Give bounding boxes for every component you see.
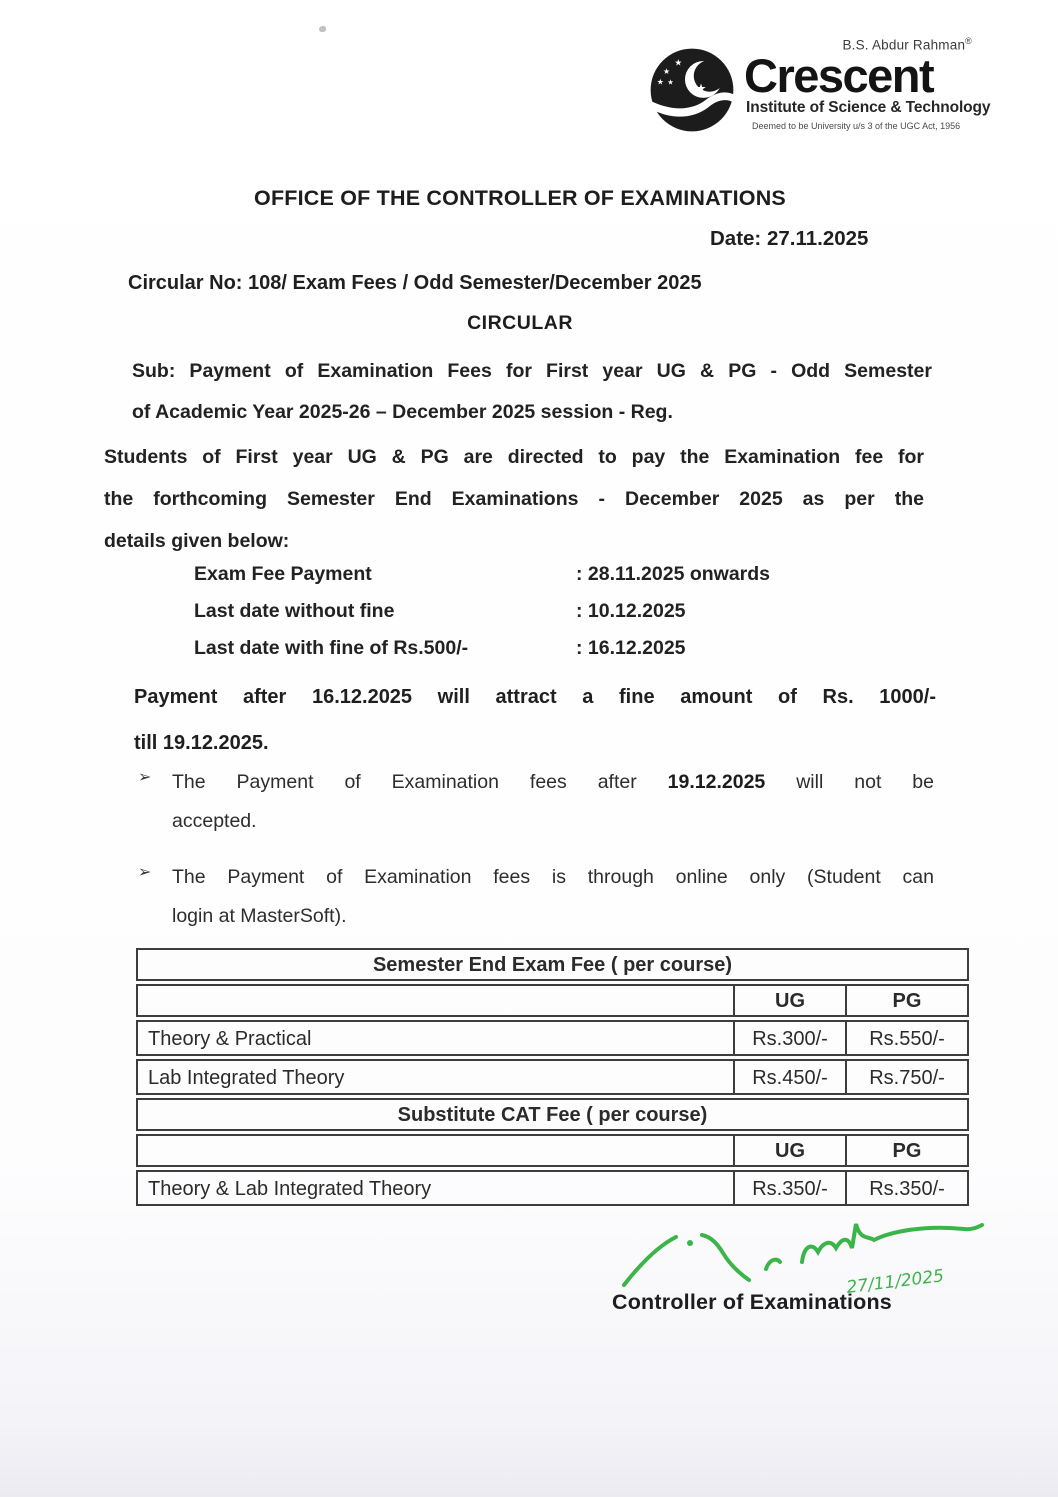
svg-text:★: ★ — [667, 77, 674, 87]
intro-line-3: details given below: — [104, 530, 290, 552]
fee-schedule-value: : 10.12.2025 — [576, 600, 686, 622]
table-header-ug: UG — [733, 1136, 845, 1165]
brand-subtitle: Institute of Science & Technology — [746, 99, 991, 116]
table-header-row — [136, 1134, 969, 1167]
signature-handwritten-date: 27/11/2025 — [845, 1266, 946, 1297]
fee-schedule-value: : 28.11.2025 onwards — [576, 563, 771, 585]
brand-founder-text: B.S. Abdur Rahman — [842, 37, 966, 53]
fee-schedule-row — [194, 556, 854, 593]
fee-schedule-value: : 16.12.2025 — [576, 637, 686, 659]
table-header-blank — [138, 986, 733, 1015]
note-text-post: will not be — [765, 771, 934, 793]
signature-title: Controller of Examinations — [612, 1290, 892, 1314]
table-cell-pg: Rs.550/- — [845, 1022, 967, 1054]
fee-schedule-row — [194, 630, 854, 667]
table-cell-pg: Rs.750/- — [845, 1061, 967, 1093]
table-row — [136, 1170, 969, 1206]
note-line-1 — [172, 858, 934, 897]
table-cell-item: Lab Integrated Theory — [148, 1067, 345, 1089]
table-cell-ug: Rs.350/- — [733, 1172, 845, 1204]
table-row — [136, 1059, 969, 1095]
crescent-logo-icon — [648, 46, 736, 139]
fee-schedule-label: Exam Fee Payment — [194, 563, 372, 585]
date-line: Date: 27.11.2025 — [710, 227, 869, 250]
svg-text:★: ★ — [674, 58, 683, 69]
note-text — [172, 858, 934, 936]
notes-list — [138, 763, 934, 953]
note-line-2: accepted. — [172, 810, 257, 832]
note-line-2: login at MasterSoft). — [172, 905, 347, 927]
registered-mark: ® — [965, 36, 972, 46]
circular-number: Circular No: 108/ Exam Fees / Odd Semester/December 2025 — [128, 272, 702, 294]
arrow-bullet-icon: ➢ — [138, 769, 152, 786]
table-header-pg: PG — [845, 1136, 967, 1165]
table-cell-item: Theory & Practical — [148, 1028, 312, 1050]
fee-schedule-label: Last date without fine — [194, 600, 395, 622]
note-line-1 — [172, 763, 934, 802]
arrow-bullet-icon: ➢ — [138, 864, 152, 881]
table-cell-item: Theory & Lab Integrated Theory — [148, 1178, 432, 1200]
brand-name: Crescent — [744, 49, 934, 102]
fee-schedule-label: Last date with fine of Rs.500/- — [194, 637, 469, 659]
note-item — [138, 763, 934, 841]
table-header-ug: UG — [733, 986, 845, 1015]
fine-note-line-1: Payment after 16.12.2025 will attract a fine amount of Rs. 1000/- — [134, 686, 936, 708]
table-section-title: Semester End Exam Fee ( per course) — [136, 948, 969, 981]
fee-table — [136, 948, 969, 1206]
note-text-pre: The Payment of Examination fees after — [172, 771, 668, 793]
table-header-pg: PG — [845, 986, 967, 1015]
fine-note — [134, 674, 936, 766]
table-cell-ug: Rs.300/- — [733, 1022, 845, 1054]
svg-text:★: ★ — [662, 67, 671, 77]
table-cell-ug: Rs.450/- — [733, 1061, 845, 1093]
table-row — [136, 1020, 969, 1056]
svg-text:★: ★ — [656, 77, 664, 87]
circular-heading: CIRCULAR — [467, 312, 573, 334]
svg-text:★: ★ — [695, 81, 707, 96]
fine-note-line-2: till 19.12.2025. — [134, 732, 269, 754]
note-item — [138, 858, 934, 936]
table-header-blank — [138, 1136, 733, 1165]
note-text-pre: The Payment of Examination fees is through online only (Student can — [172, 866, 934, 888]
signature-scribble — [616, 1205, 991, 1297]
subject-line-2: of Academic Year 2025-26 – December 2025 session - Reg. — [132, 401, 673, 423]
intro-paragraph — [104, 436, 924, 562]
fee-schedule — [194, 556, 854, 667]
note-text-bold: 19.12.2025 — [667, 771, 766, 793]
subject-block — [132, 351, 932, 433]
subject-line-1: Sub: Payment of Examination Fees for First year UG & PG - Odd Semester — [132, 360, 932, 382]
table-cell-pg: Rs.350/- — [845, 1172, 967, 1204]
table-header-row — [136, 984, 969, 1017]
scan-artifact — [319, 26, 326, 32]
table-section-title: Substitute CAT Fee ( per course) — [136, 1098, 969, 1131]
intro-line-2: the forthcoming Semester End Examinations - December 2025 as per the — [104, 488, 924, 510]
letterhead — [648, 34, 991, 142]
office-title: OFFICE OF THE CONTROLLER OF EXAMINATIONS — [254, 186, 786, 210]
fee-schedule-row — [194, 593, 854, 630]
note-text — [172, 763, 934, 841]
brand-tagline: Deemed to be University u/s 3 of the UGC Act, 1956 — [752, 121, 961, 131]
intro-line-1: Students of First year UG & PG are directed to pay the Examination fee for — [104, 446, 924, 468]
